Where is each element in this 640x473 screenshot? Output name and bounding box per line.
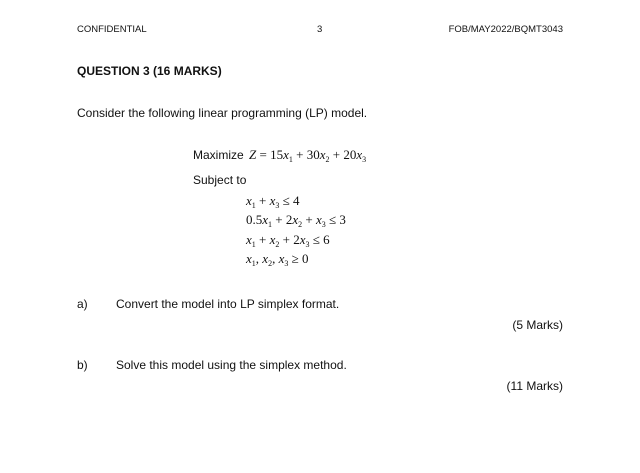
question-title: QUESTION 3 (16 MARKS)	[77, 64, 222, 78]
header-confidential: CONFIDENTIAL	[77, 24, 147, 35]
part-a-text: Convert the model into LP simplex format.	[116, 297, 340, 311]
part-a-marks: (5 Marks)	[512, 318, 563, 332]
header-course-code: FOB/MAY2022/BQMT3043	[448, 24, 563, 35]
non-negativity-constraint: $x_1$, $x_2$, $x_3 \ge 0$	[246, 251, 309, 268]
constraint-1: $x_1 + x_3 \le 4$	[246, 193, 300, 210]
objective-function: $Z = 15x_1 + 30x_2 + 20x_3$	[249, 147, 367, 164]
part-a-label: a)	[77, 297, 88, 311]
part-b-label: b)	[77, 358, 88, 372]
constraint-3: $x_1 + x_2 + 2x_3 \le 6$	[246, 232, 330, 249]
part-b-text: Solve this model using the simplex method.	[116, 358, 347, 372]
part-b-marks: (11 Marks)	[506, 379, 563, 393]
subject-to-label: Subject to	[193, 173, 247, 187]
constraint-2: $0.5x_1 + 2x_2 + x_3 \le 3$	[246, 212, 346, 229]
maximize-label: Maximize	[193, 148, 244, 162]
question-intro: Consider the following linear programming (LP) model.	[77, 106, 368, 120]
page-number: 3	[317, 24, 323, 35]
